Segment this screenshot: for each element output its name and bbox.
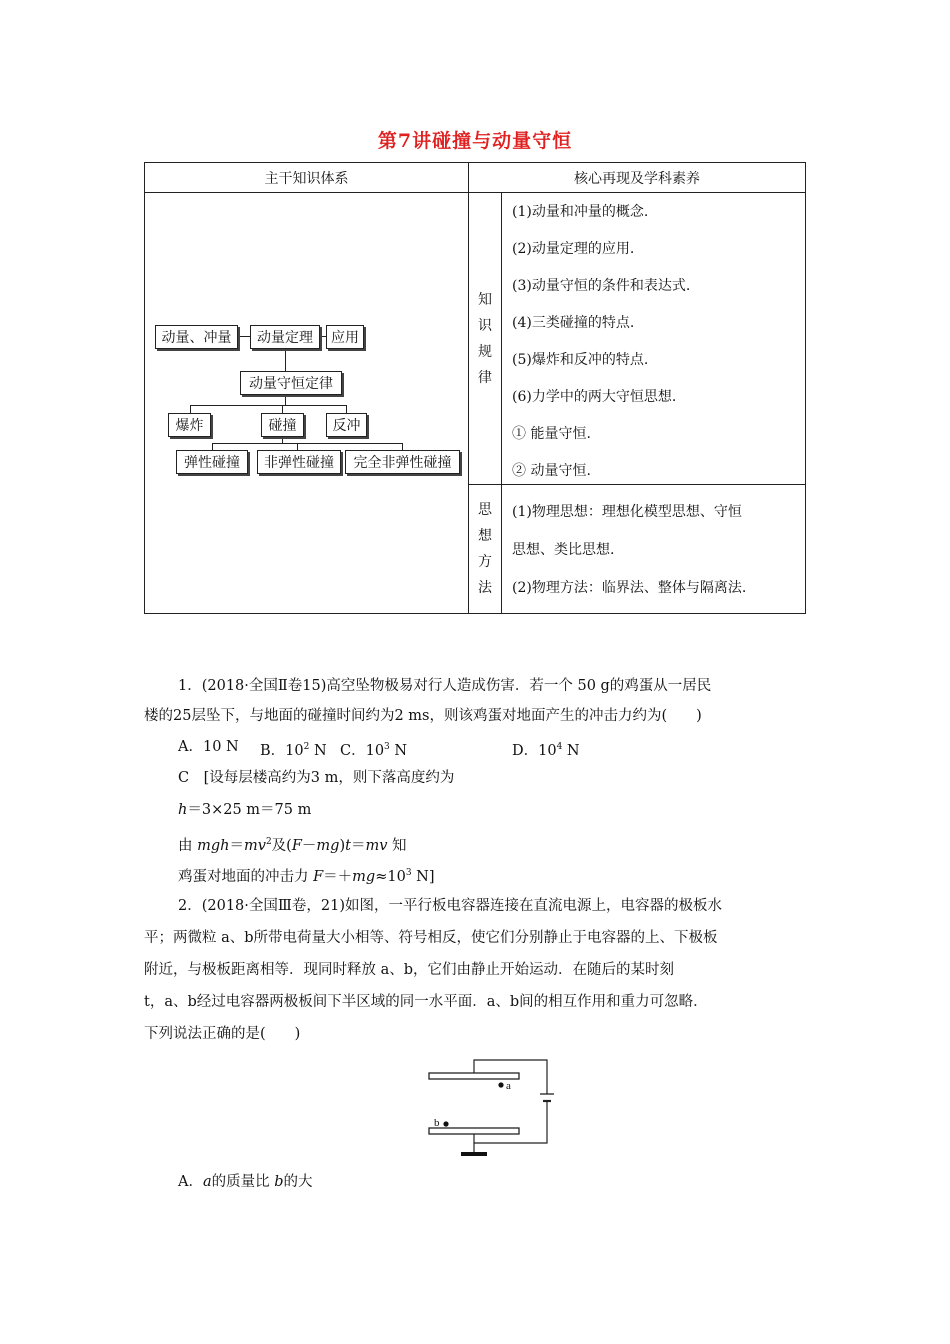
q1-option-c [340,737,407,761]
node-conservation-law: 动量守恒定律 [240,371,342,395]
math-text: A． [178,1174,203,1190]
knowledge-item: ② 动量守恒. [512,463,591,479]
math-var: mgh [197,838,230,854]
connector-line [346,405,347,413]
knowledge-label-char: 规 [478,343,492,360]
math-text: 知 [387,838,407,854]
node-inelastic-collision: 非弹性碰撞 [257,450,341,474]
node-application: 应用 [326,325,364,349]
q1-option-b [260,737,327,761]
lower-plate [429,1128,519,1134]
math-var: t [345,838,351,854]
particle-a-label: a [506,1080,511,1092]
node-collision: 碰撞 [261,413,304,437]
q1-answer-line: C [设每层楼高约为3 m，则下落高度约为 [178,770,455,786]
node-recoil: 反冲 [326,413,367,437]
method-items [501,484,806,614]
math-text: ＝＋ [323,869,353,885]
method-item: 思想、类比思想. [512,542,615,558]
node-perfectly-inelastic-collision: 完全非弹性碰撞 [345,450,460,474]
math-text: ＝3×25 m＝75 m [187,802,312,818]
math-text: ＝ [229,838,244,854]
math-var: mg [316,838,340,854]
knowledge-item: (6)力学中的两大守恒思想. [512,389,677,405]
method-label-char: 想 [478,528,492,544]
connector-line [212,443,402,444]
math-text: N] [411,869,435,885]
q1-option-c-base: C．10 [340,743,385,759]
knowledge-label-char: 识 [478,317,492,334]
q1-line: 1．(2018·全国Ⅱ卷15)高空坠物极易对行人造成伤害．若一个 50 g的鸡蛋从一居民 [178,678,712,694]
math-text: ＝ [350,838,366,854]
knowledge-label [468,192,502,485]
knowledge-item: (1)动量和冲量的概念. [512,204,649,220]
math-exponent: 2 [265,837,272,847]
q1-option-b-base: B．10 [260,743,304,759]
method-label-char: 法 [478,580,492,596]
q1-option-d-exponent: 4 [556,742,563,752]
q1-option-d-base: D．10 [512,743,557,759]
connector-line [297,443,298,450]
ground-symbol [461,1152,487,1156]
q1-option-c-exponent: 3 [384,742,390,752]
math-text: 的大 [283,1174,313,1190]
connector-line [402,443,403,450]
particle-b-label: b [434,1117,440,1129]
q1-line: 楼的25层坠下，与地面的碰撞时间约为2 ms，则该鸡蛋对地面产生的冲击力约为( ) [144,708,702,724]
math-text: ) [339,838,346,854]
math-var: mg [352,869,376,885]
connector-line [190,405,191,413]
math-var: h [178,802,188,818]
math-text: ≈10 [375,869,406,885]
q1-option-d-unit: N [562,743,580,759]
connector-line [212,443,213,450]
math-var: a [202,1174,212,1190]
node-elastic-collision: 弹性碰撞 [176,450,248,474]
lower-wire [474,1101,547,1143]
connector-line [190,405,347,406]
knowledge-item: (4)三类碰撞的特点. [512,315,635,331]
math-text: 的质量比 [211,1174,275,1190]
connector-line [285,394,286,405]
knowledge-item: ① 能量守恒. [512,426,591,442]
q1-answer-line [178,800,311,820]
q2-line: 平；两微粒 a、b所带电荷量大小相等、符号相反，使它们分别静止于电容器的上、下极板 [144,930,718,946]
math-var: F [291,838,302,854]
math-text: 及( [271,838,292,854]
connector-line [285,347,286,371]
math-text: 由 [178,838,198,854]
q2-line: t，a、b经过电容器两极板间下半区域的同一水平面．a、b间的相互作用和重力可忽略． [144,994,708,1010]
q1-option-b-unit: N [309,743,327,759]
capacitor-figure [420,1050,570,1160]
upper-plate [429,1073,519,1079]
math-exponent: 3 [405,868,412,878]
method-item: (1)物理思想：理想化模型思想、守恒 [512,504,742,520]
q1-answer-line [178,863,435,887]
connector-line [282,405,283,413]
q2-option-a [178,1172,313,1192]
knowledge-label-char: 律 [478,369,492,386]
q1-option-a: A．10 N [178,739,239,755]
math-var: mv [243,838,266,854]
node-momentum-impulse: 动量、冲量 [155,325,238,349]
q1-option-d [512,737,580,761]
method-item: (2)物理方法：临界法、整体与隔离法. [512,580,747,596]
knowledge-item: (3)动量守恒的条件和表达式. [512,278,691,294]
method-label-char: 思 [478,502,492,518]
math-text: 鸡蛋对地面的冲击力 [178,869,314,885]
q1-option-c-unit: N [389,743,408,759]
math-var: F [313,869,324,885]
math-var: b [274,1174,284,1190]
knowledge-items [501,192,806,485]
particle-a [498,1082,503,1087]
q2-line: 附近，与极板距离相等．现同时释放 a、b，它们由静止开始运动．在随后的某时刻 [144,962,675,978]
knowledge-label-char: 知 [478,291,492,308]
q2-line: 下列说法正确的是( ) [144,1026,301,1042]
knowledge-item: (5)爆炸和反冲的特点. [512,352,649,368]
method-label-char: 方 [478,554,492,570]
q2-line: 2．(2018·全国Ⅲ卷，21)如图，一平行板电容器连接在直流电源上，电容器的极板水 [178,898,722,914]
q1-answer-line [178,832,407,856]
node-explosion: 爆炸 [168,413,211,437]
q1-option-b-exponent: 2 [303,742,310,752]
concept-map-cell [144,192,469,614]
particle-b [443,1121,448,1126]
node-momentum-theorem: 动量定理 [250,325,320,349]
math-var: mv [365,838,388,854]
knowledge-item: (2)动量定理的应用. [512,241,635,257]
method-label [468,484,502,614]
page-title: 第7讲碰撞与动量守恒 [377,130,573,152]
math-text: － [301,838,317,854]
header-right: 核心再现及学科素养 [468,162,806,193]
header-left: 主干知识体系 [144,162,469,193]
connector-line [238,336,250,337]
